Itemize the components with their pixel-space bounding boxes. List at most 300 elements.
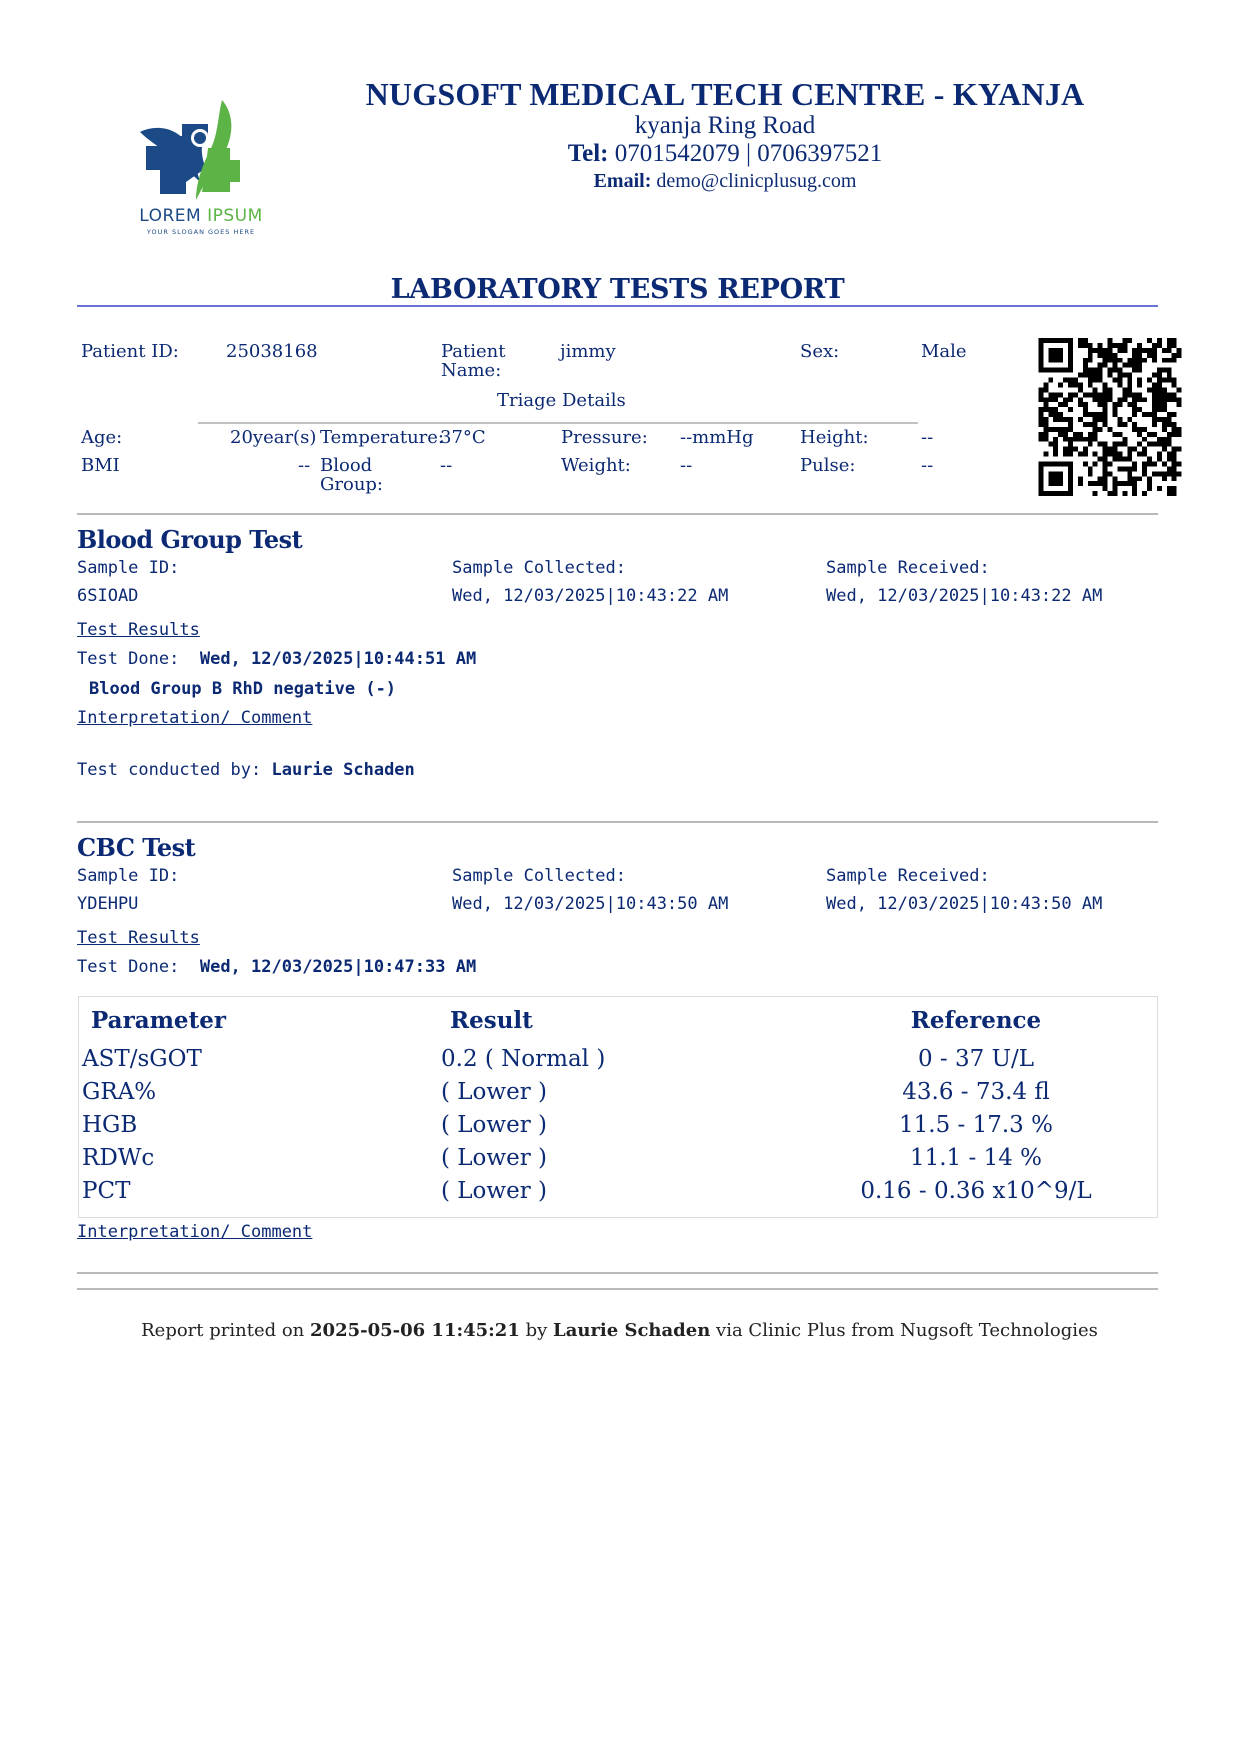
qr-module — [1147, 457, 1152, 462]
reference-cell: 43.6 - 73.4 fl — [902, 1079, 1050, 1105]
qr-module — [1038, 417, 1043, 422]
qr-module — [1112, 447, 1117, 452]
qr-module — [1162, 437, 1167, 442]
qr-module — [1122, 338, 1127, 343]
sample-received-label: Sample Received: — [826, 866, 990, 886]
qr-module — [1157, 378, 1162, 383]
qr-module — [1068, 452, 1073, 457]
qr-module — [1048, 427, 1053, 432]
test-title-cbc: CBC Test — [77, 833, 196, 862]
qr-module — [1112, 402, 1117, 407]
qr-module — [1162, 447, 1167, 452]
parameter-cell: AST/sGOT — [82, 1046, 202, 1072]
qr-module — [1093, 422, 1098, 427]
qr-module — [1162, 417, 1167, 422]
qr-module — [1162, 407, 1167, 412]
qr-module — [1162, 422, 1167, 427]
qr-module — [1157, 338, 1162, 343]
test-done: Test Done: Wed, 12/03/2025|10:44:51 AM — [77, 649, 477, 669]
qr-module — [1058, 432, 1063, 437]
qr-module — [1068, 442, 1073, 447]
qr-module — [1122, 363, 1127, 368]
qr-module — [1038, 422, 1043, 427]
qr-module — [1167, 417, 1172, 422]
qr-module — [1093, 452, 1098, 457]
qr-module — [1053, 397, 1058, 402]
qr-module — [1098, 442, 1103, 447]
qr-module — [1152, 417, 1157, 422]
reference-cell: 11.5 - 17.3 % — [899, 1112, 1053, 1138]
cbc-results-table — [78, 996, 1158, 1218]
qr-module — [1132, 348, 1137, 353]
qr-module — [1083, 452, 1088, 457]
qr-module — [1058, 402, 1063, 407]
qr-module — [1108, 343, 1113, 348]
patient-name-label: Patient Name: — [441, 341, 506, 381]
qr-module — [1172, 486, 1177, 491]
qr-module — [1103, 466, 1108, 471]
qr-module — [1093, 392, 1098, 397]
sex-label: Sex: — [800, 341, 840, 362]
qr-module — [1073, 378, 1078, 383]
qr-module — [1142, 447, 1147, 452]
qr-module — [1167, 368, 1172, 373]
qr-module — [1068, 447, 1073, 452]
sample-id-label: Sample ID: — [77, 558, 180, 578]
qr-module — [1132, 412, 1137, 417]
qr-module — [1103, 457, 1108, 462]
qr-module — [1137, 378, 1142, 383]
qr-module — [1112, 378, 1117, 383]
qr-module — [1132, 481, 1137, 486]
clinic-logo — [130, 96, 280, 246]
qr-module — [1063, 378, 1068, 383]
qr-module — [1117, 442, 1122, 447]
qr-module — [1167, 422, 1172, 427]
qr-module — [1068, 378, 1073, 383]
qr-module — [1053, 427, 1058, 432]
qr-module — [1142, 471, 1147, 476]
result-cell: ( Lower ) — [441, 1145, 547, 1171]
test-done-value: Wed, 12/03/2025|10:47:33 AM — [199, 957, 477, 977]
qr-module — [1063, 417, 1068, 422]
qr-module — [1137, 452, 1142, 457]
qr-module — [1078, 402, 1083, 407]
qr-module — [1048, 392, 1053, 397]
qr-module — [1172, 466, 1177, 471]
qr-module — [1112, 486, 1117, 491]
weight-value: -- — [680, 455, 693, 476]
qr-module — [1063, 397, 1068, 402]
parameter-cell: HGB — [82, 1112, 138, 1138]
qr-module — [1172, 338, 1177, 343]
qr-module — [1152, 382, 1157, 387]
qr-module — [1103, 461, 1108, 466]
qr-module — [1103, 358, 1108, 363]
sample-collected-value: Wed, 12/03/2025|10:43:50 AM — [452, 894, 729, 914]
qr-module — [1088, 437, 1093, 442]
qr-module — [1152, 392, 1157, 397]
qr-module — [1157, 417, 1162, 422]
clinic-email — [330, 170, 1120, 193]
qr-module — [1132, 491, 1137, 496]
qr-module — [1177, 447, 1182, 452]
qr-module — [1157, 343, 1162, 348]
sample-collected-value: Wed, 12/03/2025|10:43:22 AM — [452, 586, 729, 606]
qr-module — [1098, 373, 1103, 378]
logo-word-2: IPSUM — [207, 206, 263, 226]
qr-module — [1083, 412, 1088, 417]
qr-module — [1038, 387, 1043, 392]
qr-module — [1088, 412, 1093, 417]
test-title-blood-group: Blood Group Test — [77, 525, 303, 554]
qr-module — [1172, 447, 1177, 452]
qr-module — [1147, 442, 1152, 447]
column-header-parameter: Parameter — [91, 1007, 226, 1034]
patient-id-label: Patient ID: — [81, 341, 179, 362]
qr-module — [1098, 476, 1103, 481]
qr-module — [1127, 392, 1132, 397]
qr-module — [1068, 407, 1073, 412]
interpretation-comment-link[interactable]: Interpretation/ Comment — [77, 1222, 313, 1242]
qr-module — [1068, 417, 1073, 422]
qr-module — [1078, 338, 1083, 343]
qr-module — [1078, 432, 1083, 437]
qr-module — [1167, 358, 1172, 363]
qr-module — [1112, 412, 1117, 417]
qr-module — [1043, 437, 1048, 442]
blood-group-value: -- — [440, 455, 453, 476]
sample-received-label: Sample Received: — [826, 558, 990, 578]
qr-module — [1162, 378, 1167, 383]
qr-module — [1108, 387, 1113, 392]
qr-module — [1172, 382, 1177, 387]
qr-module — [1152, 461, 1157, 466]
qr-module — [1127, 373, 1132, 378]
qr-module — [1098, 392, 1103, 397]
qr-module — [1132, 368, 1137, 373]
footer-divider — [77, 1288, 1158, 1290]
email-value: demo@clinicplusug.com — [656, 170, 857, 192]
qr-module — [1162, 461, 1167, 466]
qr-module — [1157, 387, 1162, 392]
logo-brand-text — [126, 206, 276, 226]
pulse-label: Pulse: — [800, 455, 856, 476]
logo-word-1: LOREM — [139, 206, 202, 226]
result-cell: ( Lower ) — [441, 1178, 547, 1204]
qr-module — [1073, 392, 1078, 397]
printed-by: Laurie Schaden — [553, 1320, 711, 1341]
qr-module — [1103, 442, 1108, 447]
qr-module — [1142, 437, 1147, 442]
qr-module — [1127, 338, 1132, 343]
qr-module — [1177, 471, 1182, 476]
qr-module — [1083, 343, 1088, 348]
qr-module — [1117, 397, 1122, 402]
qr-module — [1167, 466, 1172, 471]
qr-module — [1108, 427, 1113, 432]
qr-module — [1177, 387, 1182, 392]
qr-module — [1162, 427, 1167, 432]
qr-module — [1137, 348, 1142, 353]
qr-module — [1043, 452, 1048, 457]
qr-module — [1053, 452, 1058, 457]
result-cell: ( Lower ) — [441, 1112, 547, 1138]
patient-id-value: 25038168 — [226, 341, 318, 362]
qr-module — [1098, 457, 1103, 462]
qr-module — [1103, 481, 1108, 486]
qr-module — [1098, 353, 1103, 358]
qr-module — [1098, 368, 1103, 373]
qr-module — [1073, 432, 1078, 437]
qr-module — [1093, 437, 1098, 442]
qr-module — [1127, 452, 1132, 457]
qr-module — [1063, 427, 1068, 432]
qr-module — [1162, 442, 1167, 447]
qr-module — [1112, 343, 1117, 348]
qr-module — [1038, 412, 1043, 417]
qr-module — [1117, 422, 1122, 427]
qr-module — [1127, 481, 1132, 486]
qr-module — [1117, 358, 1122, 363]
qr-module — [1088, 481, 1093, 486]
qr-module — [1167, 452, 1172, 457]
qr-module — [1093, 491, 1098, 496]
qr-module — [1103, 402, 1108, 407]
qr-module — [1112, 432, 1117, 437]
qr-module — [1167, 412, 1172, 417]
qr-module — [1048, 378, 1053, 383]
qr-module — [1142, 461, 1147, 466]
qr-module — [1103, 486, 1108, 491]
qr-module — [1093, 432, 1098, 437]
qr-module — [1127, 476, 1132, 481]
qr-module — [1167, 343, 1172, 348]
qr-module — [1043, 422, 1048, 427]
qr-module — [1162, 402, 1167, 407]
qr-module — [1108, 392, 1113, 397]
sample-received-value: Wed, 12/03/2025|10:43:22 AM — [826, 586, 1103, 606]
qr-module — [1172, 378, 1177, 383]
qr-module — [1112, 363, 1117, 368]
qr-module — [1152, 432, 1157, 437]
qr-module — [1108, 353, 1113, 358]
qr-module — [1112, 457, 1117, 462]
qr-module — [1142, 466, 1147, 471]
qr-module — [1152, 343, 1157, 348]
qr-module — [1127, 387, 1132, 392]
qr-module — [1063, 432, 1068, 437]
qr-module — [1112, 442, 1117, 447]
qr-module — [1147, 461, 1152, 466]
qr-module — [1122, 466, 1127, 471]
interpretation-comment-link[interactable]: Interpretation/ Comment — [77, 708, 313, 728]
qr-module — [1078, 397, 1083, 402]
qr-module — [1038, 432, 1043, 437]
qr-module — [1177, 461, 1182, 466]
qr-module — [1157, 471, 1162, 476]
qr-module — [1058, 427, 1063, 432]
qr-module — [1043, 402, 1048, 407]
qr-module — [1103, 412, 1108, 417]
bmi-label: BMI — [81, 455, 120, 476]
blood-group-result: Blood Group B RhD negative (-) — [89, 679, 397, 699]
qr-module — [1098, 378, 1103, 383]
parameter-cell: GRA% — [82, 1079, 157, 1105]
qr-module — [1167, 378, 1172, 383]
qr-module — [1108, 373, 1113, 378]
qr-module — [1083, 373, 1088, 378]
qr-module — [1117, 343, 1122, 348]
qr-module — [1132, 353, 1137, 358]
qr-module — [1073, 447, 1078, 452]
qr-module — [1167, 392, 1172, 397]
qr-module — [1142, 412, 1147, 417]
qr-module — [1078, 452, 1083, 457]
qr-module — [1127, 378, 1132, 383]
qr-module — [1172, 343, 1177, 348]
qr-module — [1117, 402, 1122, 407]
qr-module — [1147, 412, 1152, 417]
qr-module — [1137, 407, 1142, 412]
report-footer: Report printed on 2025-05-06 11:45:21 by Laurie Schaden via Clinic Plus from Nugsoft Technologies — [141, 1320, 1098, 1341]
qr-module — [1162, 368, 1167, 373]
clinic-address: kyanja Ring Road — [634, 112, 816, 139]
qr-module — [1117, 417, 1122, 422]
qr-module — [1048, 412, 1053, 417]
qr-module — [1147, 432, 1152, 437]
qr-module — [1177, 432, 1182, 437]
qr-module — [1058, 412, 1063, 417]
qr-module — [1122, 491, 1127, 496]
qr-module — [1078, 481, 1083, 486]
qr-module — [1098, 481, 1103, 486]
qr-module — [1098, 348, 1103, 353]
qr-module — [1172, 476, 1177, 481]
reference-cell: 11.1 - 14 % — [909, 1145, 1043, 1171]
qr-module — [1152, 402, 1157, 407]
qr-module — [1137, 358, 1142, 363]
qr-module — [1038, 437, 1043, 442]
qr-module — [1137, 432, 1142, 437]
qr-module — [1157, 442, 1162, 447]
age-label: Age: — [81, 427, 123, 448]
qr-module — [1172, 452, 1177, 457]
qr-module — [1122, 457, 1127, 462]
pulse-value: -- — [921, 455, 934, 476]
test-results-link[interactable]: Test Results — [77, 620, 200, 640]
qr-module — [1112, 407, 1117, 412]
qr-module — [1053, 412, 1058, 417]
qr-module — [1108, 338, 1113, 343]
qr-module — [1152, 358, 1157, 363]
qr-module — [1152, 422, 1157, 427]
qr-module — [1068, 382, 1073, 387]
qr-module — [1177, 397, 1182, 402]
qr-module — [1167, 432, 1172, 437]
qr-module — [1088, 368, 1093, 373]
qr-module — [1157, 407, 1162, 412]
qr-module — [1058, 417, 1063, 422]
qr-module — [1043, 387, 1048, 392]
qr-module — [1083, 392, 1088, 397]
qr-module — [1048, 442, 1053, 447]
section-divider — [77, 1272, 1158, 1274]
qr-module — [1122, 392, 1127, 397]
title-divider — [77, 305, 1158, 307]
qr-module — [1177, 427, 1182, 432]
qr-module — [1108, 471, 1113, 476]
qr-module — [1142, 397, 1147, 402]
qr-module — [1098, 402, 1103, 407]
qr-module — [1162, 358, 1167, 363]
qr-module — [1172, 461, 1177, 466]
qr-module — [1043, 397, 1048, 402]
parameter-cell: PCT — [82, 1178, 131, 1204]
qr-module — [1088, 392, 1093, 397]
qr-module — [1048, 397, 1053, 402]
qr-module — [1127, 363, 1132, 368]
height-label: Height: — [800, 427, 869, 448]
qr-module — [1147, 353, 1152, 358]
sample-id-value: YDEHPU — [77, 894, 139, 914]
qr-finder-pattern — [1048, 348, 1063, 363]
result-cell: ( Lower ) — [441, 1079, 547, 1105]
qr-module — [1152, 397, 1157, 402]
qr-module — [1117, 481, 1122, 486]
blood-group-label: Blood Group: — [320, 455, 383, 495]
qr-module — [1058, 392, 1063, 397]
qr-module — [1162, 392, 1167, 397]
qr-module — [1162, 387, 1167, 392]
qr-module — [1147, 481, 1152, 486]
column-header-reference: Reference — [910, 1007, 1042, 1034]
qr-module — [1088, 382, 1093, 387]
qr-module — [1063, 447, 1068, 452]
qr-module — [1093, 481, 1098, 486]
qr-module — [1078, 387, 1083, 392]
qr-module — [1108, 348, 1113, 353]
qr-module — [1117, 382, 1122, 387]
qr-module — [1068, 437, 1073, 442]
qr-module — [1157, 373, 1162, 378]
age-value: 20year(s) — [230, 427, 317, 448]
qr-module — [1127, 382, 1132, 387]
qr-module — [1167, 442, 1172, 447]
qr-module — [1157, 457, 1162, 462]
triage-divider — [198, 422, 918, 424]
qr-module — [1078, 437, 1083, 442]
qr-module — [1088, 432, 1093, 437]
temperature-label: Temperature: — [320, 427, 444, 448]
qr-module — [1112, 476, 1117, 481]
printed-at: 2025-05-06 11:45:21 — [310, 1320, 520, 1341]
section-divider — [77, 821, 1158, 823]
qr-module — [1093, 427, 1098, 432]
qr-module — [1132, 402, 1137, 407]
qr-module — [1088, 466, 1093, 471]
test-results-link[interactable]: Test Results — [77, 928, 200, 948]
qr-module — [1142, 358, 1147, 363]
email-label: Email: — [593, 170, 652, 192]
sample-received-value: Wed, 12/03/2025|10:43:50 AM — [826, 894, 1103, 914]
qr-module — [1088, 358, 1093, 363]
qr-module — [1108, 452, 1113, 457]
qr-module — [1108, 491, 1113, 496]
qr-module — [1043, 407, 1048, 412]
qr-module — [1063, 452, 1068, 457]
qr-module — [1103, 407, 1108, 412]
